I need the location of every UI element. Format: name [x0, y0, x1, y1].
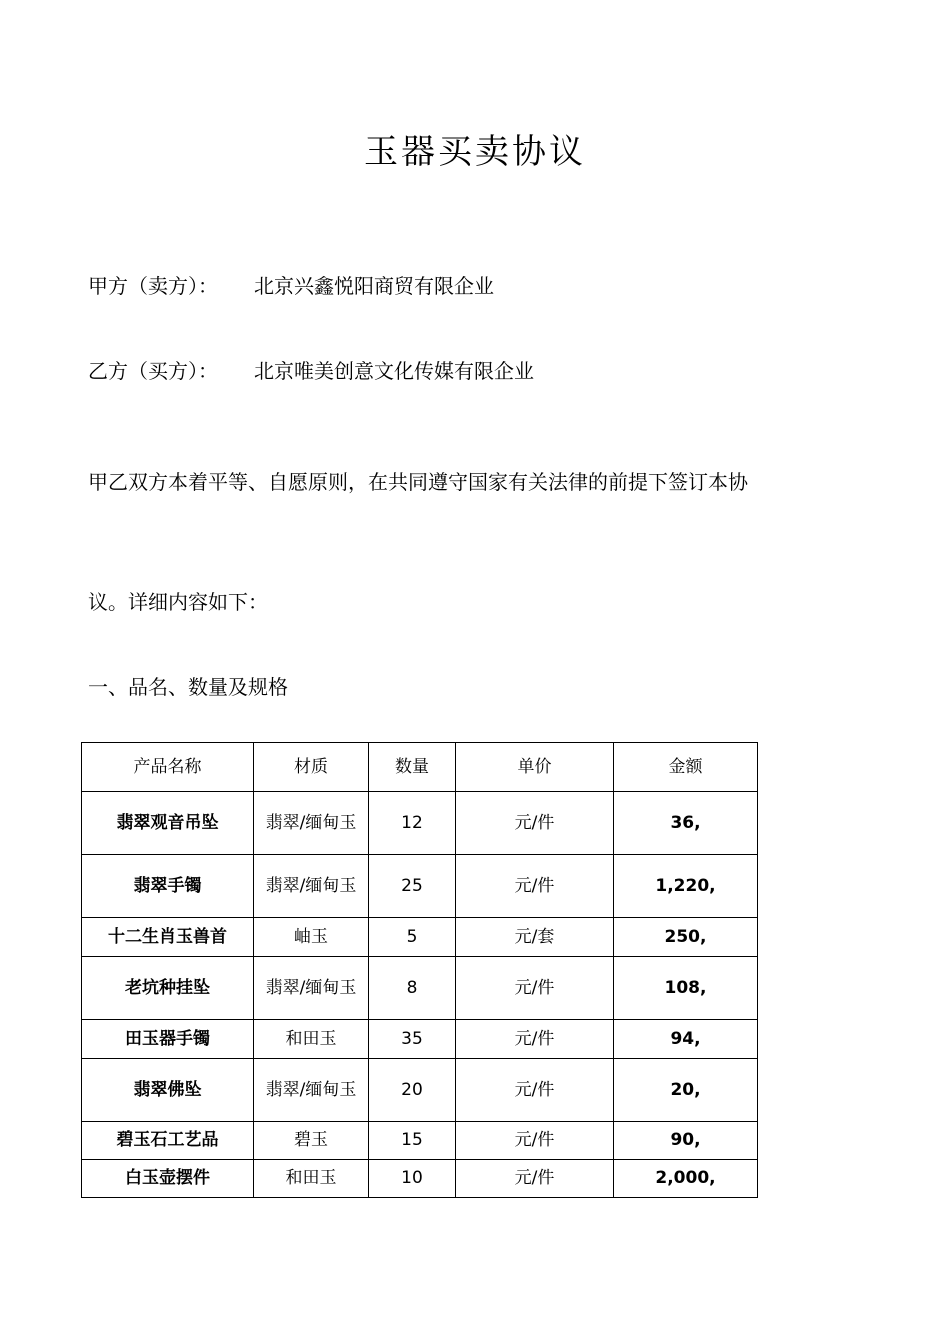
cell-product-name: 翡翠观音吊坠	[82, 792, 254, 855]
table-row	[82, 1122, 758, 1160]
cell-quantity: 10	[369, 1160, 456, 1198]
cell-unit-price: 元/件	[456, 957, 614, 1020]
cell-amount: 94,	[614, 1020, 758, 1059]
cell-amount: 250,	[614, 918, 758, 957]
cell-material: 岫玉	[254, 918, 369, 957]
cell-amount: 2,000,	[614, 1160, 758, 1198]
cell-unit-price: 元/件	[456, 1059, 614, 1122]
cell-unit-price: 元/件	[456, 1122, 614, 1160]
cell-unit-price: 元/件	[456, 1160, 614, 1198]
cell-amount: 20,	[614, 1059, 758, 1122]
cell-product-name: 老坑种挂坠	[82, 957, 254, 1020]
cell-product-name: 白玉壶摆件	[82, 1160, 254, 1198]
table-row	[82, 855, 758, 918]
cell-amount: 1,220,	[614, 855, 758, 918]
table-row	[82, 957, 758, 1020]
party-a-label: 甲方（卖方）：	[88, 274, 218, 298]
cell-amount: 90,	[614, 1122, 758, 1160]
party-b-label: 乙方（买方）：	[88, 359, 218, 383]
cell-product-name: 碧玉石工艺品	[82, 1122, 254, 1160]
table-row	[82, 1160, 758, 1198]
cell-product-name: 翡翠佛坠	[82, 1059, 254, 1122]
cell-material: 翡翠/缅甸玉	[254, 957, 369, 1020]
cell-unit-price: 元/件	[456, 1020, 614, 1059]
cell-product-name: 十二生肖玉兽首	[82, 918, 254, 957]
header-amount: 金额	[614, 743, 758, 792]
table-row	[82, 792, 758, 855]
cell-quantity: 25	[369, 855, 456, 918]
cell-unit-price: 元/套	[456, 918, 614, 957]
party-b-line	[88, 355, 534, 384]
cell-quantity: 12	[369, 792, 456, 855]
cell-material: 和田玉	[254, 1160, 369, 1198]
cell-product-name: 田玉器手镯	[82, 1020, 254, 1059]
product-table	[81, 742, 758, 1198]
cell-quantity: 15	[369, 1122, 456, 1160]
cell-unit-price: 元/件	[456, 792, 614, 855]
table-row	[82, 1059, 758, 1122]
cell-material: 翡翠/缅甸玉	[254, 792, 369, 855]
table-header-row	[82, 743, 758, 792]
intro-paragraph-line-2: 议。详细内容如下：	[88, 590, 268, 614]
cell-unit-price: 元/件	[456, 855, 614, 918]
intro-paragraph-line-1: 甲乙双方本着平等、自愿原则，在共同遵守国家有关法律的前提下签订本协	[88, 470, 748, 494]
header-quantity: 数量	[369, 743, 456, 792]
cell-amount: 36,	[614, 792, 758, 855]
table-row	[82, 1020, 758, 1059]
cell-quantity: 8	[369, 957, 456, 1020]
header-unit-price: 单价	[456, 743, 614, 792]
cell-amount: 108,	[614, 957, 758, 1020]
cell-material: 翡翠/缅甸玉	[254, 855, 369, 918]
section-heading: 一、品名、数量及规格	[88, 675, 288, 699]
cell-quantity: 20	[369, 1059, 456, 1122]
cell-material: 碧玉	[254, 1122, 369, 1160]
party-a-name: 北京兴鑫悦阳商贸有限企业	[254, 274, 494, 298]
document-title: 玉器买卖协议	[364, 132, 586, 172]
cell-material: 翡翠/缅甸玉	[254, 1059, 369, 1122]
cell-material: 和田玉	[254, 1020, 369, 1059]
header-material: 材质	[254, 743, 369, 792]
header-product-name: 产品名称	[82, 743, 254, 792]
table-row	[82, 918, 758, 957]
cell-product-name: 翡翠手镯	[82, 855, 254, 918]
party-b-name: 北京唯美创意文化传媒有限企业	[254, 359, 534, 383]
party-a-line	[88, 270, 494, 299]
cell-quantity: 35	[369, 1020, 456, 1059]
cell-quantity: 5	[369, 918, 456, 957]
